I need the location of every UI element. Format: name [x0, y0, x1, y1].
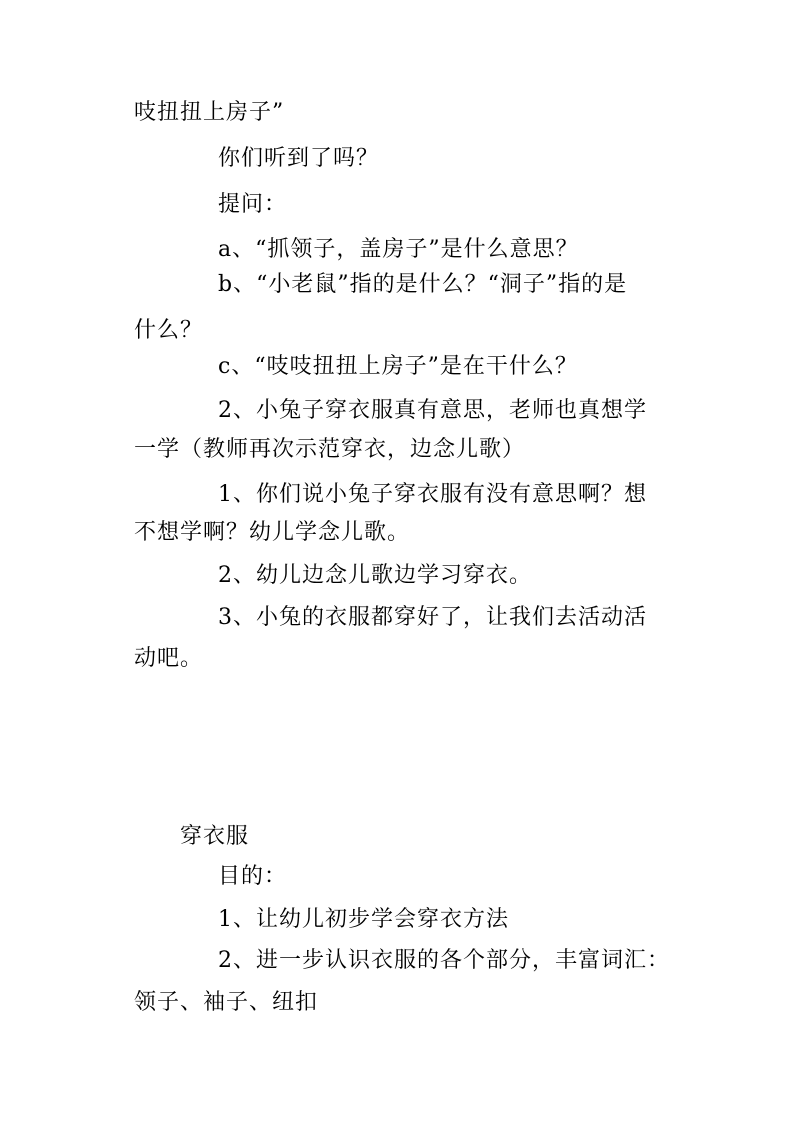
text-line: 2、幼儿边念儿歌边学习穿衣。 — [218, 563, 532, 588]
text-line: 你们听到了吗？ — [218, 146, 380, 171]
text-line: a、“抓领子，盖房子”是什么意思？ — [218, 237, 579, 262]
text-line: c、“吱吱扭扭上房子”是在干什么？ — [218, 354, 578, 379]
text-line: 吱扭扭上房子” — [134, 100, 285, 125]
text-line: 1、你们说小兔子穿衣服有没有意思啊？想 — [218, 482, 647, 507]
text-line: 不想学啊？幼儿学念儿歌。 — [134, 520, 411, 545]
text-line: 动吧。 — [134, 646, 204, 671]
text-line: 2、进一步认识衣服的各个部分，丰富词汇： — [218, 948, 670, 973]
text-line: 2、小兔子穿衣服真有意思，老师也真想学 — [218, 398, 647, 423]
section-title: 穿衣服 — [180, 824, 250, 849]
text-line: 一学（教师再次示范穿衣，边念儿歌） — [134, 437, 526, 462]
text-line: 目的： — [218, 864, 288, 889]
text-line: 什么？ — [134, 318, 204, 343]
text-line: 提问： — [218, 192, 288, 217]
text-line: b、“小老鼠”指的是什么？“洞子”指的是 — [218, 272, 628, 297]
text-line: 1、让幼儿初步学会穿衣方法 — [218, 907, 509, 932]
text-line: 3、小兔的衣服都穿好了，让我们去活动活 — [218, 605, 647, 630]
text-line: 领子、袖子、纽扣 — [134, 990, 319, 1015]
